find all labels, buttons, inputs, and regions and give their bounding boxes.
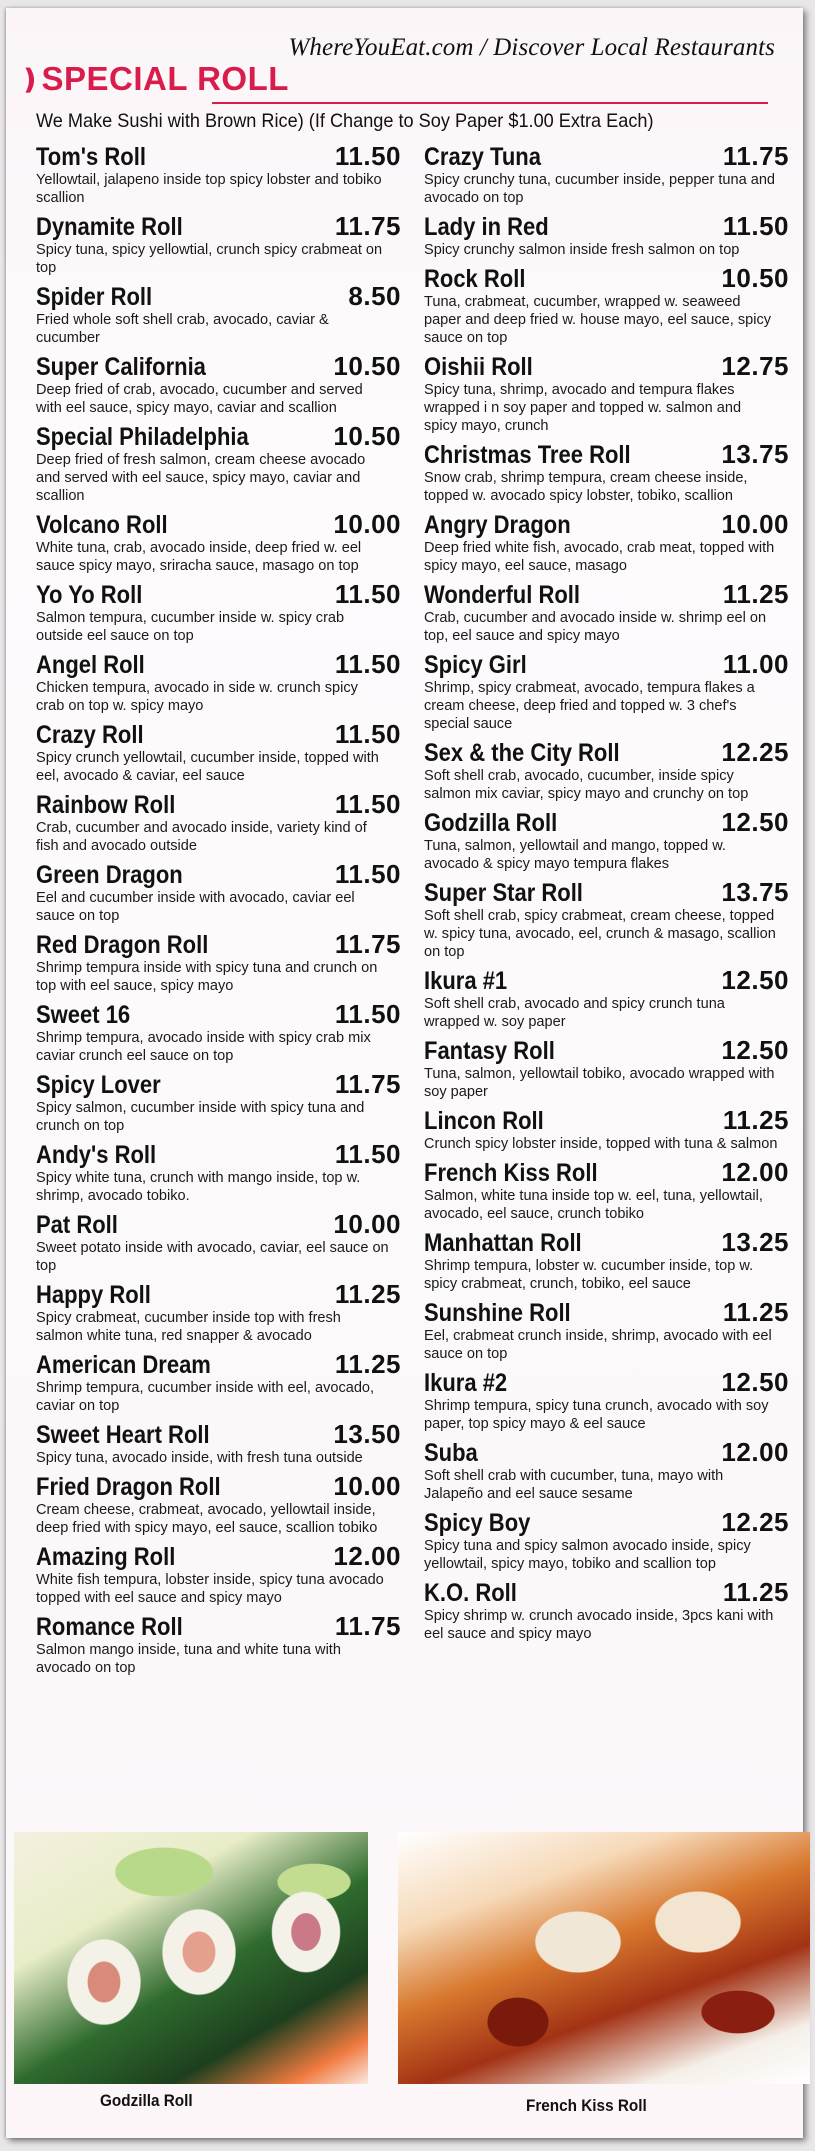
menu-item <box>424 1368 789 1433</box>
menu-item-price: 13.25 <box>721 1227 789 1257</box>
menu-item-price: 11.50 <box>722 211 789 241</box>
menu-item-description: Cream cheese, crabmeat, avocado, yellowtail inside, deep fried with spicy mayo, eel sauce, scallion tobiko <box>36 1501 378 1536</box>
watermark: WhereYouEat.com / Discover Local Restaurants <box>288 34 775 61</box>
menu-item-description: Shrimp tempura, lobster w. cucumber inside, top w. spicy crabmeat, crunch, tobiko, eel sauce <box>424 1257 754 1292</box>
menu-item-header <box>36 212 401 241</box>
menu-item-header <box>36 1000 401 1029</box>
menu-item-description: Shrimp tempura, avocado inside with spicy crab mix caviar crunch eel sauce on top <box>36 1029 371 1064</box>
menu-item <box>36 212 401 277</box>
menu-item-name: Ikura #2 <box>424 1369 508 1397</box>
menu-item-price: 11.25 <box>722 1297 789 1327</box>
menu-item-name: Amazing Roll <box>36 1543 176 1571</box>
menu-item <box>424 1106 789 1153</box>
menu-item-header <box>424 650 789 679</box>
menu-item-price: 12.25 <box>721 1507 789 1537</box>
menu-item <box>36 1210 401 1275</box>
menu-item <box>424 510 789 575</box>
menu-item-price: 10.00 <box>721 509 789 539</box>
menu-item-price: 12.75 <box>721 351 789 381</box>
menu-item-price: 12.50 <box>721 1035 789 1065</box>
menu-item-description: Shrimp tempura inside with spicy tuna and crunch on top with eel sauce, spicy mayo <box>36 959 378 994</box>
menu-item-name: Green Dragon <box>36 861 183 889</box>
menu-item <box>36 860 401 925</box>
menu-item-description: Deep fried of fresh salmon, cream cheese avocado and served with eel sauce, spicy mayo, caviar and scallion <box>36 451 366 504</box>
menu-item-price: 8.50 <box>348 281 401 311</box>
menu-item-header <box>424 808 789 837</box>
menu-item-header <box>36 720 401 749</box>
menu-item-description: Spicy tuna, spicy yellowtial, crunch spicy crabmeat on top <box>36 241 383 276</box>
menu-item-description: White tuna, crab, avocado inside, deep fried w. eel sauce spicy mayo, sriracha sauce, masago on top <box>36 539 362 574</box>
menu-item <box>36 1280 401 1345</box>
menu-item-price: 12.00 <box>333 1541 401 1571</box>
menu-item-description: Shrimp tempura, cucumber inside with eel, avocado, caviar on top <box>36 1379 375 1414</box>
menu-item-description: Shrimp, spicy crabmeat, avocado, tempura flakes a cream cheese, deep fried and topped w. 3 chef's special sauce <box>424 679 755 732</box>
menu-item-description: Salmon mango inside, tuna and white tuna with avocado on top <box>36 1641 341 1676</box>
section-title <box>18 60 289 98</box>
menu-item-header <box>36 1070 401 1099</box>
menu-item-name: Volcano Roll <box>36 511 168 539</box>
menu-item-price: 11.75 <box>334 1611 401 1641</box>
menu-item-description: Yellowtail, jalapeno inside top spicy lobster and tobiko scallion <box>36 171 382 206</box>
menu-item-description: Spicy crabmeat, cucumber inside top with fresh salmon white tuna, red snapper & avocado <box>36 1309 341 1344</box>
french-kiss-roll-photo <box>398 1832 810 2084</box>
menu-item <box>36 1140 401 1205</box>
menu-item-name: Lady in Red <box>424 213 549 241</box>
menu-item <box>424 440 789 505</box>
menu-item <box>36 720 401 785</box>
menu-item <box>36 930 401 995</box>
menu-item-header <box>424 510 789 539</box>
menu-item-price: 13.75 <box>721 877 789 907</box>
menu-column-left <box>36 142 401 1682</box>
section-title-text: SPECIAL ROLL <box>41 60 289 97</box>
menu-item-name: Dynamite Roll <box>36 213 183 241</box>
menu-item-price: 11.50 <box>334 719 401 749</box>
menu-item-header <box>36 1210 401 1239</box>
menu-item-name: Romance Roll <box>36 1613 183 1641</box>
menu-item-description: Spicy crunchy salmon inside fresh salmon on top <box>424 241 740 258</box>
menu-item <box>36 650 401 715</box>
menu-item-price: 12.25 <box>721 737 789 767</box>
menu-item-header <box>36 1612 401 1641</box>
menu-item-price: 11.50 <box>334 141 401 171</box>
menu-item-price: 11.25 <box>722 1577 789 1607</box>
menu-item-price: 13.75 <box>721 439 789 469</box>
menu-item-name: Spicy Girl <box>424 651 527 679</box>
menu-item-description: Tuna, crabmeat, cucumber, wrapped w. seaweed paper and deep fried w. house mayo, eel sauce, spicy sauce on top <box>424 293 772 346</box>
menu-item-name: Tom's Roll <box>36 143 146 171</box>
menu-item <box>424 1578 789 1643</box>
menu-item-description: Snow crab, shrimp tempura, cream cheese inside, topped w. avocado spicy lobster, tobiko, scallion <box>424 469 748 504</box>
menu-item <box>424 1298 789 1363</box>
menu-item-price: 11.75 <box>722 141 789 171</box>
menu-item <box>424 212 789 259</box>
menu-item-header <box>424 1228 789 1257</box>
menu-item-header <box>424 580 789 609</box>
menu-item <box>36 580 401 645</box>
menu-item-price: 11.25 <box>334 1279 401 1309</box>
menu-item-header <box>424 1368 789 1397</box>
menu-item-name: Sunshine Roll <box>424 1299 571 1327</box>
menu-item-price: 11.50 <box>334 999 401 1029</box>
menu-item-header <box>36 1280 401 1309</box>
menu-item <box>36 1542 401 1607</box>
menu-item-description: White fish tempura, lobster inside, spicy tuna avocado topped with eel sauce and spicy mayo <box>36 1571 384 1606</box>
menu-item-name: Special Philadelphia <box>36 423 249 451</box>
menu-item-header <box>36 930 401 959</box>
menu-item-name: American Dream <box>36 1351 211 1379</box>
menu-item <box>424 1508 789 1573</box>
menu-item-header <box>36 352 401 381</box>
menu-item <box>424 1036 789 1101</box>
title-divider <box>212 102 768 104</box>
menu-item-description: Soft shell crab, avocado, cucumber, inside spicy salmon mix caviar, spicy mayo and crunchy on top <box>424 767 749 802</box>
menu-item-price: 11.75 <box>334 929 401 959</box>
menu-item <box>36 282 401 347</box>
menu-item <box>424 142 789 207</box>
menu-item-name: Rock Roll <box>424 265 526 293</box>
menu-item-header <box>36 860 401 889</box>
menu-item-price: 11.75 <box>334 1069 401 1099</box>
menu-item-price: 10.00 <box>333 1209 401 1239</box>
menu-item-price: 11.25 <box>722 1105 789 1135</box>
menu-item <box>424 878 789 961</box>
menu-item-name: Red Dragon Roll <box>36 931 209 959</box>
menu-column-right <box>424 142 789 1648</box>
section-subtitle: We Make Sushi with Brown Rice) (If Change to Soy Paper $1.00 Extra Each) <box>36 110 654 132</box>
menu-item-header <box>424 1298 789 1327</box>
menu-item <box>36 1420 401 1467</box>
menu-item <box>36 422 401 505</box>
menu-item-description: Salmon tempura, cucumber inside w. spicy crab outside eel sauce on top <box>36 609 345 644</box>
menu-item-description: Crab, cucumber and avocado inside w. shrimp eel on top, eel sauce and spicy mayo <box>424 609 767 644</box>
menu-item-description: Tuna, salmon, yellowtail tobiko, avocado wrapped with soy paper <box>424 1065 775 1100</box>
menu-item-description: Spicy tuna, shrimp, avocado and tempura flakes wrapped i n soy paper and topped w. salmon and spicy mayo, crunch <box>424 381 742 434</box>
menu-item-name: Angel Roll <box>36 651 145 679</box>
menu-item <box>36 1000 401 1065</box>
menu-item-name: Crazy Tuna <box>424 143 541 171</box>
menu-item-name: Lincon Roll <box>424 1107 544 1135</box>
menu-item-header <box>424 966 789 995</box>
menu-item <box>36 1070 401 1135</box>
menu-item <box>36 142 401 207</box>
menu-item-price: 10.00 <box>333 509 401 539</box>
menu-item-price: 11.50 <box>334 649 401 679</box>
menu-item <box>424 580 789 645</box>
menu-item <box>424 352 789 435</box>
menu-item-price: 10.00 <box>333 1471 401 1501</box>
menu-item-description: Spicy salmon, cucumber inside with spicy tuna and crunch on top <box>36 1099 365 1134</box>
photo-caption: Godzilla Roll <box>100 2091 193 2110</box>
menu-item-header <box>424 212 789 241</box>
menu-item-description: Eel and cucumber inside with avocado, caviar eel sauce on top <box>36 889 355 924</box>
menu-item-price: 11.50 <box>334 1139 401 1169</box>
menu-item-header <box>424 1438 789 1467</box>
menu-item-header <box>36 142 401 171</box>
menu-item-name: Pat Roll <box>36 1211 118 1239</box>
menu-item-description: Spicy crunchy tuna, cucumber inside, pepper tuna and avocado on top <box>424 171 776 206</box>
menu-item-name: Christmas Tree Roll <box>424 441 631 469</box>
menu-item-name: Angry Dragon <box>424 511 571 539</box>
menu-item-header <box>424 1578 789 1607</box>
menu-item-description: Sweet potato inside with avocado, caviar, eel sauce on top <box>36 1239 389 1274</box>
menu-item-description: Soft shell crab, spicy crabmeat, cream cheese, topped w. spicy tuna, avocado, eel, crunch & masago, scallion on top <box>424 907 776 960</box>
menu-item-price: 12.50 <box>721 807 789 837</box>
menu-item-name: Spicy Boy <box>424 1509 531 1537</box>
photo-caption: French Kiss Roll <box>526 2096 647 2115</box>
menu-item-header <box>424 440 789 469</box>
menu-item-name: Andy's Roll <box>36 1141 157 1169</box>
menu-page <box>6 8 803 2138</box>
menu-item-header <box>36 1472 401 1501</box>
menu-item-price: 10.50 <box>333 421 401 451</box>
menu-item <box>36 352 401 417</box>
menu-item-description: Spicy crunch yellowtail, cucumber inside, topped with eel, avocado & caviar, eel sauce <box>36 749 379 784</box>
menu-item <box>424 808 789 873</box>
menu-item-name: K.O. Roll <box>424 1579 517 1607</box>
menu-item-header <box>36 650 401 679</box>
menu-item-description: Deep fried white fish, avocado, crab meat, topped with spicy mayo, eel sauce, masago <box>424 539 775 574</box>
menu-item-name: Super California <box>36 353 206 381</box>
menu-item-price: 11.75 <box>334 211 401 241</box>
menu-item <box>36 1612 401 1677</box>
menu-item-header <box>36 790 401 819</box>
menu-item-description: Soft shell crab, avocado and spicy crunch tuna wrapped w. soy paper <box>424 995 725 1030</box>
menu-item-description: Deep fried of crab, avocado, cucumber and served with eel sauce, spicy mayo, caviar and scallion <box>36 381 363 416</box>
menu-item <box>424 264 789 347</box>
menu-item-name: Sex & the City Roll <box>424 739 620 767</box>
menu-item <box>424 650 789 733</box>
menu-item-name: Fantasy Roll <box>424 1037 555 1065</box>
menu-item <box>424 1438 789 1503</box>
menu-item-price: 10.50 <box>333 351 401 381</box>
menu-item-name: Sweet 16 <box>36 1001 131 1029</box>
menu-item-header <box>36 1140 401 1169</box>
menu-item-name: Godzilla Roll <box>424 809 558 837</box>
menu-item-header <box>424 878 789 907</box>
menu-item-header <box>424 142 789 171</box>
menu-item-name: Wonderful Roll <box>424 581 581 609</box>
menu-item-price: 12.00 <box>721 1437 789 1467</box>
menu-item-price: 11.50 <box>334 859 401 889</box>
menu-item-name: Spider Roll <box>36 283 153 311</box>
menu-item-price: 13.50 <box>333 1419 401 1449</box>
menu-item <box>424 1228 789 1293</box>
menu-item <box>424 966 789 1031</box>
menu-item-header <box>36 1542 401 1571</box>
menu-item-price: 11.00 <box>722 649 789 679</box>
menu-item-header <box>424 1158 789 1187</box>
menu-item-description: Crab, cucumber and avocado inside, variety kind of fish and avocado outside <box>36 819 367 854</box>
menu-item-header <box>36 1420 401 1449</box>
menu-item-header <box>424 1106 789 1135</box>
menu-item-name: Fried Dragon Roll <box>36 1473 221 1501</box>
menu-item-description: Spicy shrimp w. crunch avocado inside, 3pcs kani with eel sauce and spicy mayo <box>424 1607 774 1642</box>
menu-item <box>36 1472 401 1537</box>
menu-item-name: Spicy Lover <box>36 1071 161 1099</box>
menu-item <box>424 1158 789 1223</box>
menu-item <box>36 790 401 855</box>
menu-item-header <box>424 738 789 767</box>
menu-item-name: Sweet Heart Roll <box>36 1421 210 1449</box>
menu-item-header <box>36 1350 401 1379</box>
menu-item-price: 12.50 <box>721 965 789 995</box>
menu-item-name: French Kiss Roll <box>424 1159 598 1187</box>
menu-item-header <box>36 580 401 609</box>
double-chevron-icon: ❫ <box>18 63 38 95</box>
menu-item-header <box>36 422 401 451</box>
menu-item-description: Spicy tuna and spicy salmon avocado inside, spicy yellowtail, spicy mayo, tobiko and scallion top <box>424 1537 751 1572</box>
menu-item-header <box>36 510 401 539</box>
menu-item-description: Chicken tempura, avocado in side w. crunch spicy crab on top w. spicy mayo <box>36 679 358 714</box>
menu-item-description: Fried whole soft shell crab, avocado, caviar & cucumber <box>36 311 329 346</box>
menu-item-description: Soft shell crab with cucumber, tuna, mayo with Jalapeño and eel sauce sesame <box>424 1467 724 1502</box>
menu-item-name: Suba <box>424 1439 478 1467</box>
menu-item-header <box>424 264 789 293</box>
menu-item-name: Oishii Roll <box>424 353 533 381</box>
menu-item <box>36 510 401 575</box>
menu-item-description: Spicy white tuna, crunch with mango inside, top w. shrimp, avocado tobiko. <box>36 1169 361 1204</box>
menu-item-description: Salmon, white tuna inside top w. eel, tuna, yellowtail, avocado, eel sauce, crunch tobiko <box>424 1187 763 1222</box>
menu-item-name: Ikura #1 <box>424 967 508 995</box>
menu-item-price: 12.00 <box>721 1157 789 1187</box>
menu-item-price: 11.25 <box>334 1349 401 1379</box>
menu-item-price: 10.50 <box>721 263 789 293</box>
menu-item-name: Super Star Roll <box>424 879 583 907</box>
menu-item-price: 12.50 <box>721 1367 789 1397</box>
menu-item-name: Yo Yo Roll <box>36 581 143 609</box>
menu-item-description: Eel, crabmeat crunch inside, shrimp, avocado with eel sauce on top <box>424 1327 772 1362</box>
menu-item-name: Happy Roll <box>36 1281 151 1309</box>
menu-item-price: 11.25 <box>722 579 789 609</box>
menu-item <box>424 738 789 803</box>
menu-item-header <box>36 282 401 311</box>
menu-item-price: 11.50 <box>334 789 401 819</box>
menu-item-price: 11.50 <box>334 579 401 609</box>
menu-item-description: Spicy tuna, avocado inside, with fresh tuna outside <box>36 1449 363 1466</box>
menu-item-description: Tuna, salmon, yellowtail and mango, topped w. avocado & spicy mayo tempura flakes <box>424 837 726 872</box>
menu-item <box>36 1350 401 1415</box>
menu-item-name: Crazy Roll <box>36 721 144 749</box>
menu-item-header <box>424 1508 789 1537</box>
menu-item-header <box>424 352 789 381</box>
menu-item-description: Crunch spicy lobster inside, topped with tuna & salmon <box>424 1135 778 1152</box>
menu-item-name: Rainbow Roll <box>36 791 176 819</box>
menu-item-name: Manhattan Roll <box>424 1229 582 1257</box>
menu-item-header <box>424 1036 789 1065</box>
godzilla-roll-photo <box>14 1832 368 2084</box>
menu-item-description: Shrimp tempura, spicy tuna crunch, avocado with soy paper, top spicy mayo & eel sauce <box>424 1397 769 1432</box>
